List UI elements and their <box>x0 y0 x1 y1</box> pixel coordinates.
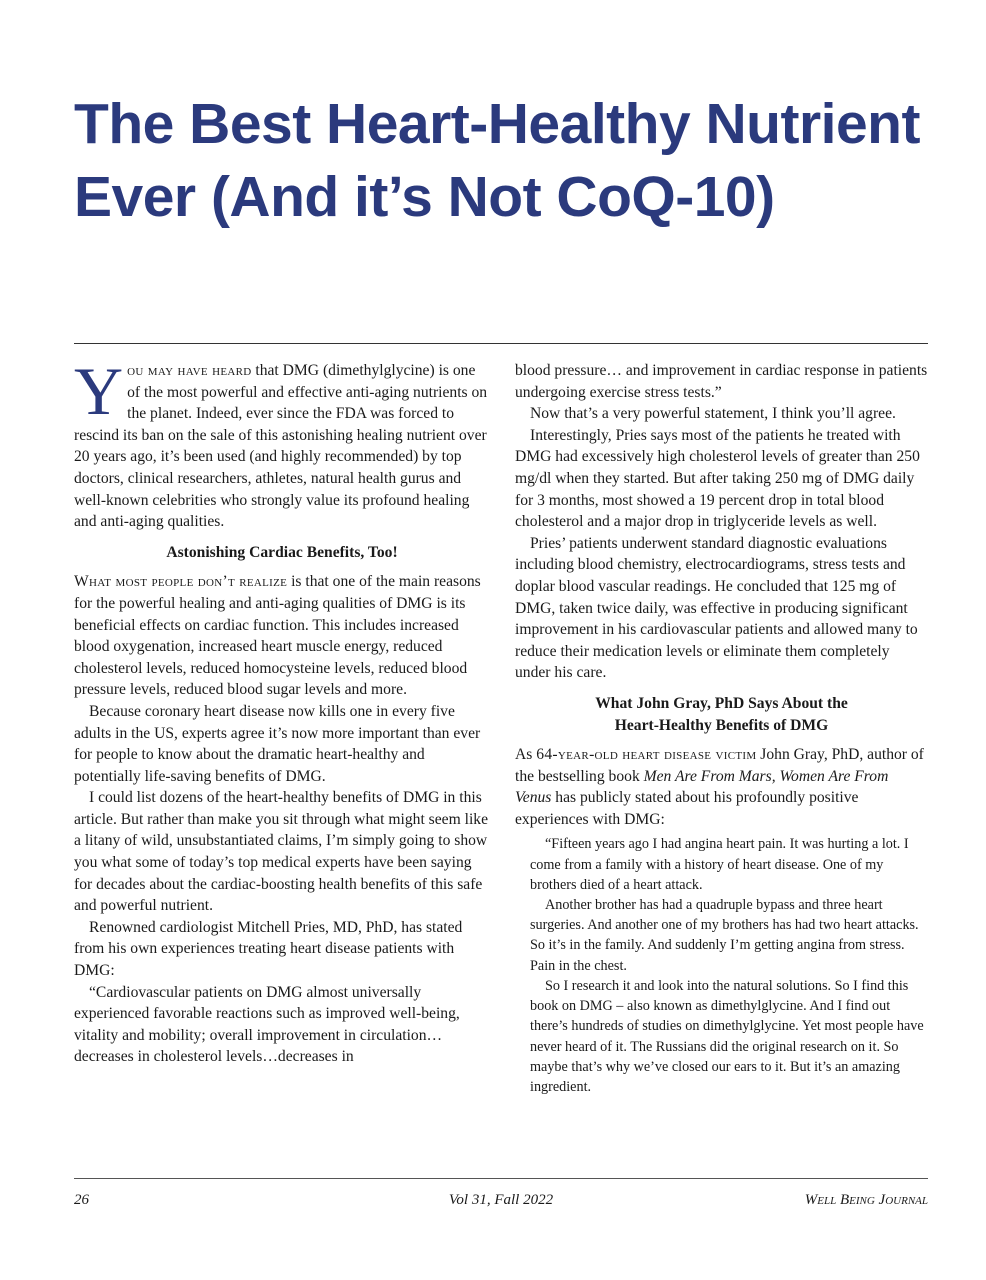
quote-paragraph-1: “Fifteen years ago I had angina heart pain. It was hurting a lot. I come from a family with a history of heart disease. One of my brothers died of a heart attack. <box>530 836 909 893</box>
intro-paragraph <box>74 353 490 533</box>
issue-info: Vol 31, Fall 2022 <box>448 1192 554 1208</box>
intro-text: that DMG (dimethylglycine) is one of the most powerful and effective anti-aging nutrients on the planet. Indeed, ever since the FDA was forced to rescind its ban on the sale of this astonishing healing nutrient over 20 years ago, it’s been used (and highly recommended) by top doctors, clinical researchers, athletes, natural health gurus and well-known celebrities who strongly value its profound healing and anti-aging qualities. <box>74 362 488 531</box>
top-divider <box>74 343 928 344</box>
publication-name: Well Being Journal <box>804 1192 928 1208</box>
left-column <box>74 353 490 1068</box>
quote-paragraph-3: So I research it and look into the natural solutions. So I find this book on DMG – also known as dimethylglycine. And I find out there’s hundreds of studies on dimethylglycine. Yet most people have never heard of it. The Russians did the original research on it. So maybe that’s why we’ve closed our ears to it. But it’s an amazing ingredient. <box>530 977 924 1095</box>
intro-lead-in: ou may have heard <box>127 362 252 379</box>
paragraph-cardiac <box>74 571 490 701</box>
paragraph-coronary: Because coronary heart disease now kills one in every five adults in the US, experts agree it’s now more important than ever for people to know about the dramatic heart-healthy and potentially life-saving benefits of DMG. <box>74 702 481 785</box>
page-number: 26 <box>74 1192 89 1208</box>
paragraph-benefits: I could list dozens of the heart-healthy benefits of DMG in this article. But rather than make you sit through what might seem like a litany of wild, unsubstantiated claims, I’m simply going to show you what some of today’s top medical experts have been saying for decades about the cardiac-boosting health benefits of this safe and powerful nutrient. <box>74 789 488 915</box>
heading-line-1: What John Gray, PhD Says About the <box>595 694 848 712</box>
john-gray-quote <box>530 834 928 1097</box>
gray-lead: As <box>515 746 537 764</box>
page-footer <box>74 1192 928 1214</box>
paragraph-quote-continued: blood pressure… and improvement in cardiac response in patients undergoing exercise stress tests.” <box>515 362 928 401</box>
bottom-divider <box>74 1178 928 1179</box>
section-lead-in: What most people don’t realize <box>74 573 288 591</box>
heading-line-2: Heart-Healthy Benefits of DMG <box>614 716 829 734</box>
gray-end: has publicly stated about his profoundly positive experiences with DMG: <box>515 789 859 828</box>
quote-paragraph-2: Another brother has had a quadruple bypass and three heart surgeries. And another one of my brothers has had two heart attacks. So it’s in the family. And suddenly I’m getting angina from stress. Pain in the chest. <box>530 897 919 974</box>
paragraph-cholesterol: Interestingly, Pries says most of the patients he treated with DMG had excessively high cholesterol levels of greater than 250 mg/dl when they started. But after taking 250 mg of DMG daily for 3 months, most showed a 19 percent drop in total blood cholesterol and a major drop in triglyceride levels as well. <box>515 426 920 531</box>
section-heading-john-gray <box>515 693 928 736</box>
paragraph-evaluations: Pries’ patients underwent standard diagnostic evaluations including blood chemistry, electrocardiograms, stress tests and doplar blood vascular readings. He concluded that 125 mg of DMG, taken twice daily, was effective in producing significant improvement in his cardiovascular patients and allowed many to reduce their medication levels or eliminate them completely under his care. <box>515 534 918 682</box>
gray-lead-in: 64-year-old heart disease victim <box>536 746 757 764</box>
section-heading-cardiac: Astonishing Cardiac Benefits, Too! <box>166 543 398 561</box>
paragraph-statement: Now that’s a very powerful statement, I think you’ll agree. <box>530 405 896 423</box>
book-title: Men Are From Mars, Women Are From Venus <box>515 767 889 807</box>
paragraph-john-gray <box>515 744 928 830</box>
right-column <box>515 360 928 1097</box>
gray-mid: John Gray, PhD, author of the bestselling book <box>515 746 924 785</box>
paragraph-pries-quote: “Cardiovascular patients on DMG almost universally experienced favorable reactions such as improved well-being, vitality and mobility; overall improvement in circulation…decreases in cholesterol levels…decreases in <box>74 983 460 1066</box>
section-text: is that one of the main reasons for the powerful healing and anti-aging qualities of DMG is its beneficial effects on cardiac function. This includes increased blood oxygenation, increased heart muscle energy, reduced cholesterol levels, reduced homocysteine levels, reduced blood pressure levels, reduced blood sugar levels and more. <box>74 573 481 699</box>
drop-cap: Y <box>74 353 124 429</box>
paragraph-pries-intro: Renowned cardiologist Mitchell Pries, MD, PhD, has stated from his own experiences treating heart disease patients with DMG: <box>74 918 463 980</box>
article-title: The Best Heart-Healthy Nutrient Ever (And it’s Not CoQ-10) <box>74 92 920 229</box>
